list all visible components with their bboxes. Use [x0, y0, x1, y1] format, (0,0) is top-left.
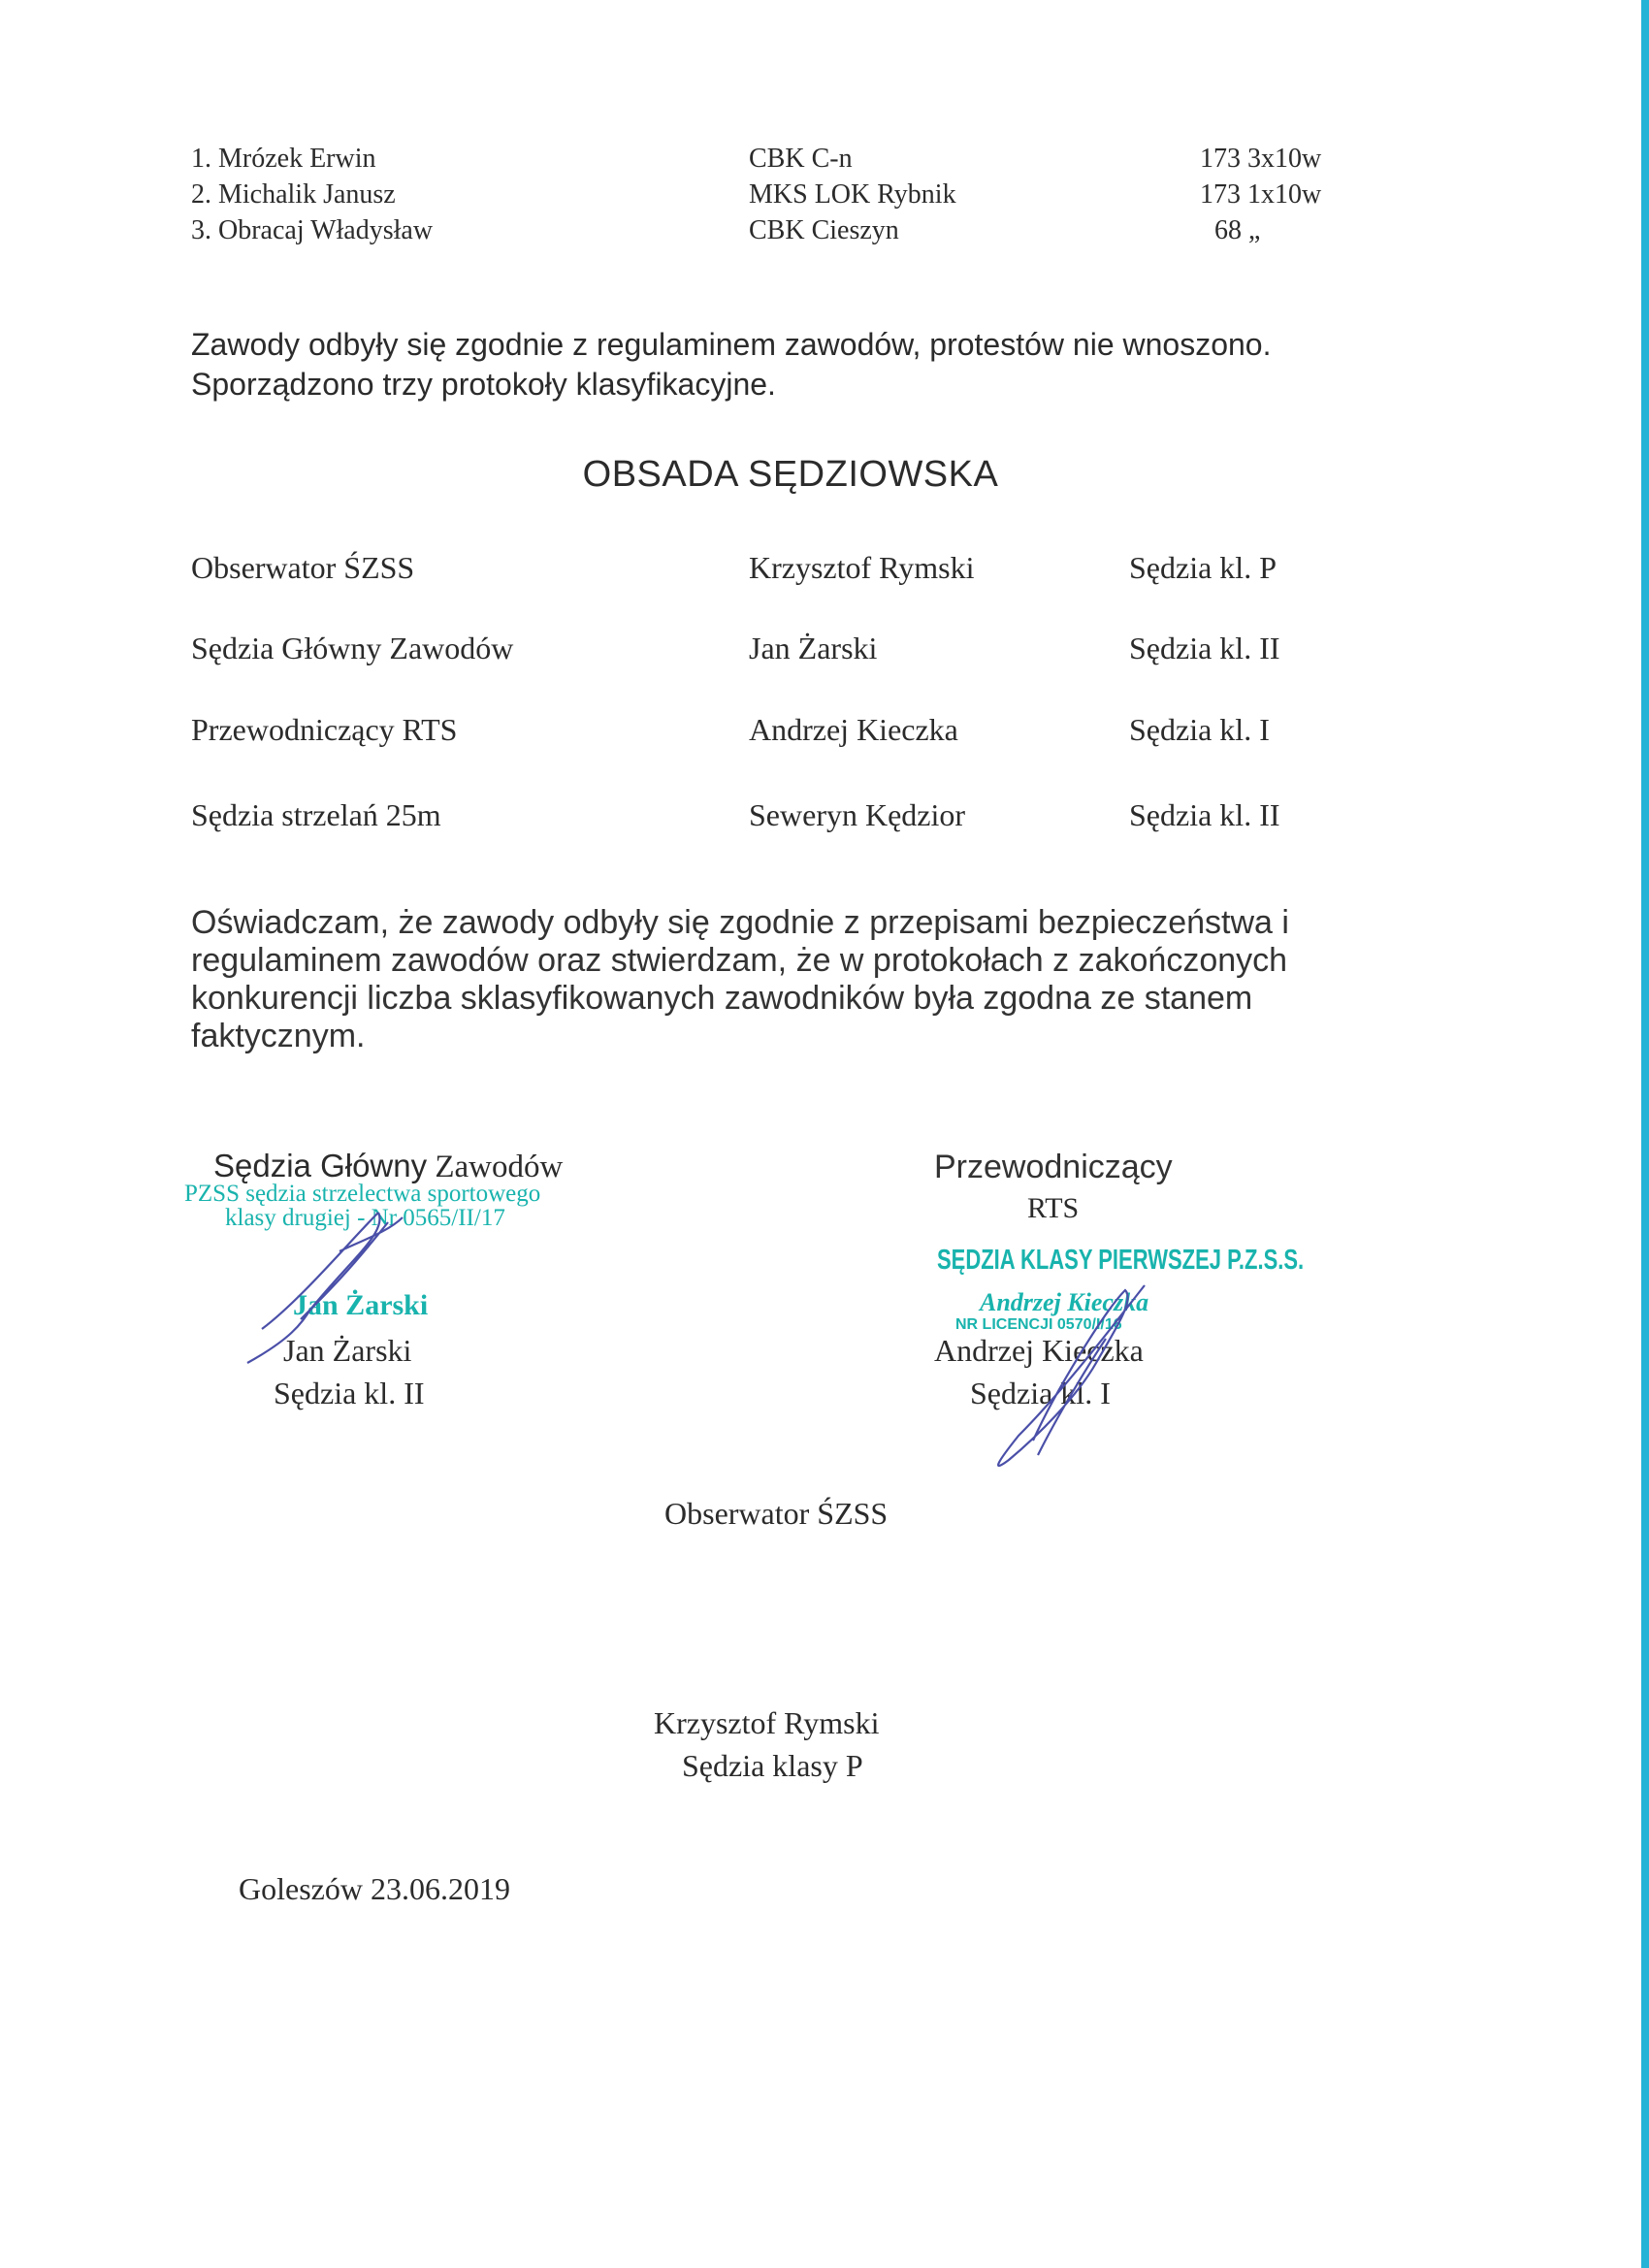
signature-left-title-a: Sędzia Główny — [213, 1148, 428, 1183]
judge-class: Sędzia kl. II — [1129, 631, 1280, 665]
stamp-name: Andrzej Kieczka — [980, 1288, 1149, 1316]
judge-role: Obserwator ŚZSS — [191, 550, 415, 585]
place-date: Goleszów 23.06.2019 — [239, 1871, 510, 1906]
handwritten-signature — [233, 1203, 436, 1373]
judge-role: Przewodniczący RTS — [191, 712, 458, 747]
judge-name: Andrzej Kieczka — [749, 712, 958, 747]
judges-heading: OBSADA SĘDZIOWSKA — [582, 454, 999, 495]
signatory-name: Jan Żarski — [283, 1333, 412, 1368]
judge-name: Krzysztof Rymski — [749, 550, 975, 585]
result-row — [0, 141, 1649, 177]
declaration-paragraph: Oświadczam, że zawody odbyły się zgodnie z przepisami bezpieczeństwa i regulaminem zawodów oraz stwierdzam, że w protokołach z zakończonych konkurencji liczba sklasyfikowanych zawodników była zgodna ze stanem faktycznym. — [191, 904, 1289, 1054]
result-score: 173 1x10w — [1200, 179, 1322, 210]
stamp-name: Jan Żarski — [293, 1289, 429, 1321]
signature-left-title-b: Zawodów — [427, 1150, 564, 1184]
signatory-name: Andrzej Kieczka — [934, 1333, 1144, 1368]
observer-name: Krzysztof Rymski — [654, 1705, 880, 1740]
observer-rank: Sędzia klasy P — [682, 1748, 863, 1783]
judge-class: Sędzia kl. P — [1129, 550, 1277, 585]
result-score: 68 „ — [1214, 215, 1261, 245]
judge-name: Jan Żarski — [749, 631, 878, 665]
signatory-rank: Sędzia kl. II — [274, 1376, 425, 1410]
stamp-line: klasy drugiej - Nr 0565/II/17 — [225, 1205, 505, 1231]
signatory-rank: Sędzia kl. I — [970, 1376, 1111, 1410]
stamp-line: SĘDZIA KLASY PIERWSZEJ P.Z.S.S. — [937, 1244, 1305, 1276]
handwritten-signature — [980, 1271, 1164, 1479]
result-place: 1. Mrózek Erwin — [191, 144, 376, 174]
result-row — [0, 212, 1649, 248]
observer-title: Obserwator ŚZSS — [664, 1496, 889, 1531]
signature-right-title: Przewodniczący — [934, 1149, 1173, 1185]
statement-paragraph: Zawody odbyły się zgodnie z regulaminem zawodów, protestów nie wnoszono. Sporządzono trzy protokoły klasyfikacyjne. — [191, 327, 1272, 402]
judge-name: Seweryn Kędzior — [749, 797, 966, 832]
result-place: 2. Michalik Janusz — [191, 179, 396, 210]
scan-edge — [1641, 0, 1649, 2268]
result-row — [0, 177, 1649, 212]
judge-role: Sędzia strzelań 25m — [191, 797, 441, 832]
result-club: CBK Cieszyn — [749, 215, 899, 245]
judge-role: Sędzia Główny Zawodów — [191, 631, 514, 665]
result-club: CBK C-n — [749, 144, 853, 174]
judge-class: Sędzia kl. I — [1129, 712, 1270, 747]
result-place: 3. Obracaj Władysław — [191, 215, 434, 245]
result-score: 173 3x10w — [1200, 144, 1322, 174]
judge-class: Sędzia kl. II — [1129, 797, 1280, 832]
result-club: MKS LOK Rybnik — [749, 179, 956, 210]
signature-right-subtitle: RTS — [1027, 1192, 1080, 1224]
stamp-line: NR LICENCJI 0570/I/16 — [955, 1316, 1122, 1333]
stamp-line: PZSS sędzia strzelectwa sportowego — [184, 1181, 541, 1207]
